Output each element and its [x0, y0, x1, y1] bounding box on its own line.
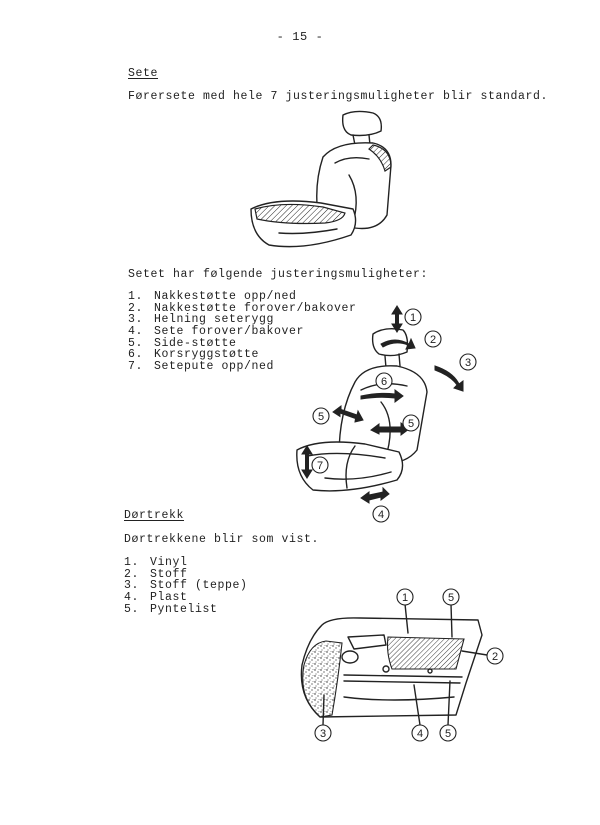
callout-label: 1 [401, 592, 409, 604]
seat-adjustment-diagram [285, 292, 485, 522]
callout-label: 1 [409, 312, 417, 324]
door-material-list [124, 557, 248, 615]
door-intro: Dørtrekkene blir som vist. [124, 533, 320, 546]
callout-label: 5 [444, 728, 452, 740]
list-item: 7. Setepute opp/ned [128, 360, 275, 374]
list-item: 4. Plast [124, 591, 188, 605]
list-item: 3. Stoff (teppe) [124, 579, 248, 593]
list-item: 3. Helning seterygg [128, 313, 275, 327]
list-item: 5. Side-støtte [128, 336, 237, 350]
callout-label: 7 [316, 460, 324, 472]
door-heading: Dørtrekk [124, 509, 185, 522]
callout-label: 2 [429, 334, 437, 346]
callout-label: 5 [407, 418, 415, 430]
callout-label: 4 [416, 728, 424, 740]
list-item: 2. Nakkestøtte forover/bakover [128, 301, 357, 315]
callout-label: 3 [319, 728, 327, 740]
seat-intro: Førersete med hele 7 justeringsmuligheter blir standard. [128, 90, 549, 103]
list-item: 4. Sete forover/bakover [128, 325, 305, 339]
list-item: 1. Nakkestøtte opp/ned [128, 290, 297, 303]
seat-list-intro: Setet har følgende justeringsmuligheter: [128, 268, 429, 281]
page-number: - 15 - [276, 30, 324, 44]
seat-illustration-top [245, 105, 405, 255]
callout-label: 4 [377, 509, 385, 521]
list-item: 2. Stoff [124, 567, 188, 581]
list-item: 5. Pyntelist [124, 602, 218, 616]
seat-heading: Sete [128, 67, 159, 80]
callout-label: 6 [380, 376, 388, 388]
list-item: 1. Vinyl [124, 556, 188, 569]
callout-label: 2 [491, 651, 499, 663]
door-panel-diagram [290, 585, 510, 745]
callout-label: 5 [317, 411, 325, 423]
callout-label: 5 [447, 592, 455, 604]
callout-label: 3 [464, 357, 472, 369]
list-item: 6. Korsryggstøtte [128, 348, 260, 362]
